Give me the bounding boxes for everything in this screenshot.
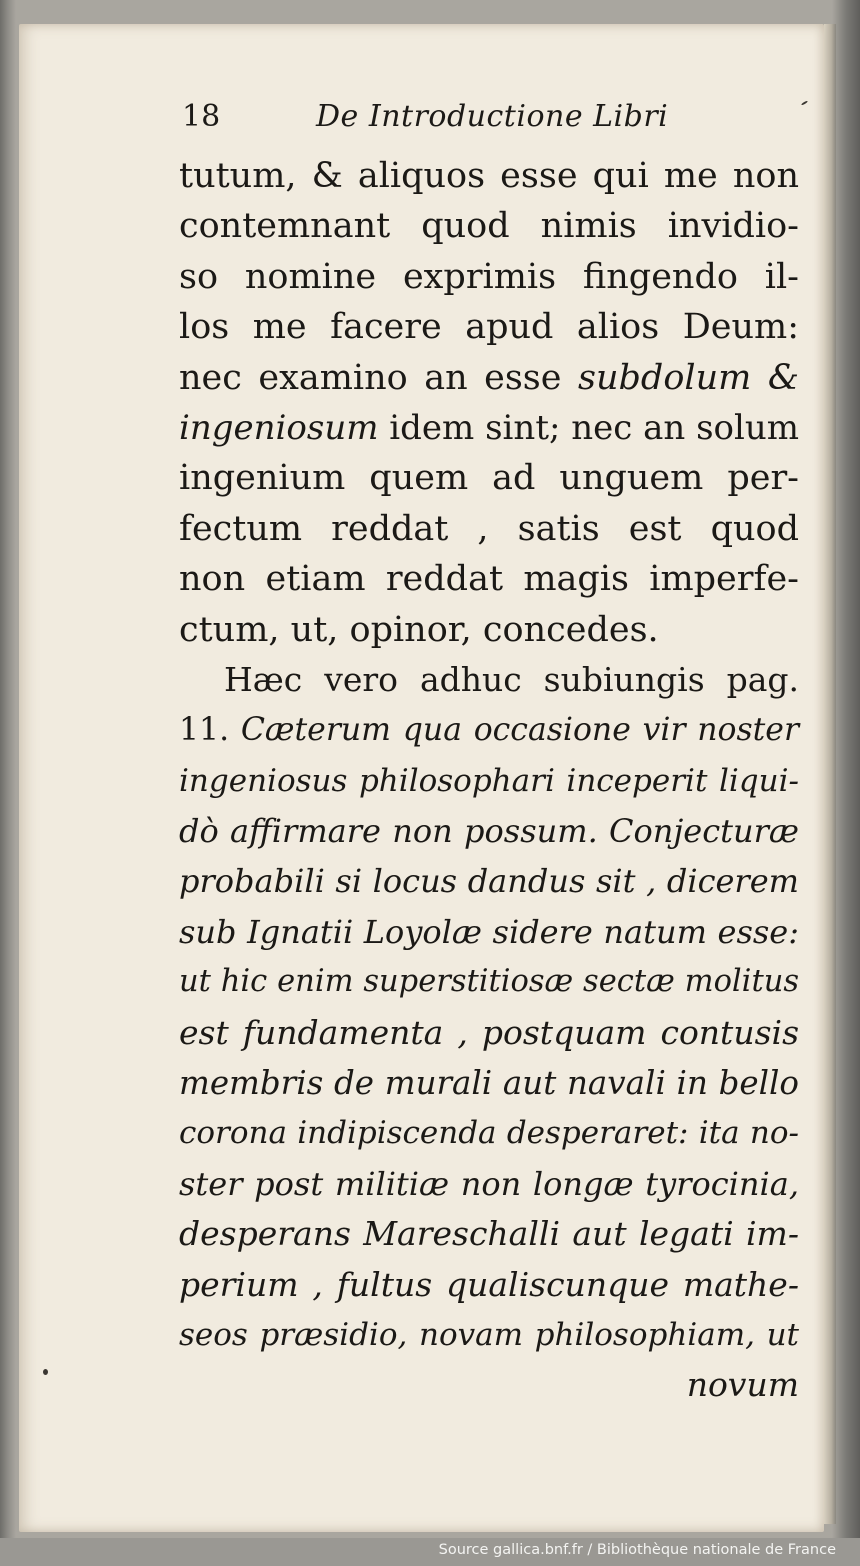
page-number: 18 <box>182 99 221 134</box>
ink-speck <box>43 1369 48 1375</box>
text-line: fectum reddat , satis est quod <box>179 508 799 549</box>
italic-segment: Cæterum qua occasione vir noster <box>240 712 799 749</box>
text-line: membris de murali aut navali in bello <box>179 1064 799 1103</box>
text-line: probabili si locus dandus sit , dicerem <box>179 862 799 901</box>
text-line: tutum, & aliquos esse qui me non <box>179 156 799 196</box>
text-segment: idem sint; nec an solum <box>378 407 800 448</box>
text-line <box>179 705 799 755</box>
text-line <box>179 353 799 403</box>
page-edge <box>824 24 836 1524</box>
text-line: est fundamenta , postquam contusis <box>179 1012 799 1052</box>
text-line: Hæc vero adhuc subiungis pag. <box>224 659 799 699</box>
text-line: corona indipiscenda desperaret: ita no- <box>179 1115 799 1152</box>
footer-bar <box>0 1538 860 1566</box>
book-page <box>19 24 824 1532</box>
italic-segment: subdolum & <box>578 357 799 398</box>
text-line: ctum, ut, opinor, concedes. <box>179 609 659 650</box>
text-line: so nomine exprimis fingendo il- <box>179 256 799 297</box>
italic-segment: ingeniosum <box>179 407 379 448</box>
text-line: contemnant quod nimis invidio- <box>179 206 799 247</box>
text-line: desperans Mareschalli aut legati im- <box>179 1214 799 1254</box>
text-line: dò affirmare non possum. Conjecturæ <box>179 812 799 851</box>
text-line: seos præsidio, novam philosophiam, ut <box>179 1316 799 1353</box>
text-line: los me facere apud alios Deum: <box>179 307 799 348</box>
text-line: ingenium quem ad unguem per- <box>179 458 799 499</box>
text-line <box>179 403 799 453</box>
text-segment: nec examino an esse <box>179 357 579 398</box>
source-credit: Source gallica.bnf.fr / Bibliothèque nationale de France <box>438 1542 836 1558</box>
catchword: novum <box>686 1365 799 1405</box>
running-title: De Introductione Libri <box>316 99 669 134</box>
text-segment: 11. <box>179 712 241 749</box>
text-line: perium , fultus qualiscunque mathe- <box>179 1264 799 1304</box>
text-block <box>179 151 799 1411</box>
text-line: ingeniosus philosophari inceperit liqui- <box>179 762 799 799</box>
text-line: ster post militiæ non longæ tyrocinia, <box>179 1164 799 1203</box>
text-line: ut hic enim superstitiosæ sectæ molitus <box>179 964 799 1000</box>
text-line: sub Ignatii Loyolæ sidere natum esse: <box>179 912 799 951</box>
text-line: non etiam reddat magis imperfe- <box>179 559 799 600</box>
running-head <box>19 99 824 149</box>
